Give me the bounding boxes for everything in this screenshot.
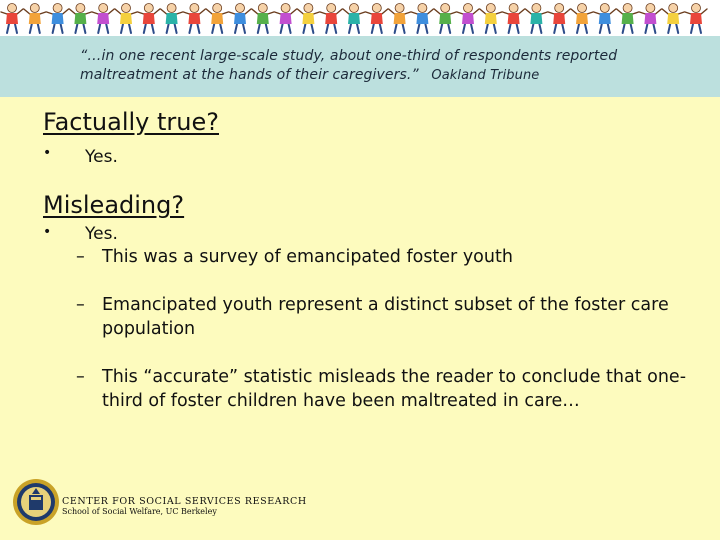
child-figure-icon [457,4,479,34]
child-figure-icon [47,4,69,34]
sub-point [76,293,696,341]
bullet-dot: • [43,145,52,161]
footer-org: CENTER FOR SOCIAL SERVICES RESEARCH [62,496,307,507]
child-figure-icon [115,4,137,34]
child-figure-icon [503,4,525,34]
sub-point [76,245,696,269]
child-figure-icon [343,4,365,34]
child-figure-icon [366,4,388,34]
child-figure-icon [594,4,616,34]
footer-school: School of Social Welfare, UC Berkeley [62,507,217,516]
quote-source: Oakland Tribune [431,68,540,83]
child-figure-icon [639,4,661,34]
child-figure-icon [685,4,707,34]
child-figure-icon [1,4,23,34]
heading-misleading: Misleading? [43,191,185,219]
dash-marker: – [76,367,85,387]
child-figure-icon [229,4,251,34]
child-figure-icon [138,4,160,34]
child-figure-icon [617,4,639,34]
child-figure-icon [275,4,297,34]
child-figure-icon [161,4,183,34]
heading-factually-true: Factually true? [43,108,219,136]
sub-point [76,365,696,413]
child-figure-icon [24,4,46,34]
child-figure-icon [525,4,547,34]
quote-text: “…in one recent large-scale study, about one-third of respondents reported maltreatment at the hands of their caregivers.” [80,48,618,83]
child-figure-icon [69,4,91,34]
child-figure-icon [480,4,502,34]
sub-point-text: Emancipated youth represent a distinct subset of the foster care population [102,295,669,339]
child-figure-icon [92,4,114,34]
bullet-dot: • [43,224,52,240]
child-figure-icon [252,4,274,34]
child-figure-icon [320,4,342,34]
bullet-answer-2: Yes. [85,224,118,244]
dash-marker: – [76,295,85,315]
child-figure-icon [571,4,593,34]
child-figure-icon [297,4,319,34]
university-seal-logo [12,478,60,526]
child-figure-icon [183,4,205,34]
child-figure-icon [662,4,684,34]
child-figure-icon [434,4,456,34]
child-figure-icon [206,4,228,34]
child-figure-icon [411,4,433,34]
children-banner [0,0,720,36]
bullet-answer-1: Yes. [85,147,118,167]
quote-band [0,36,720,97]
sub-point-text: This was a survey of emancipated foster youth [102,247,513,267]
sub-point-text: This “accurate” statistic misleads the reader to conclude that one-third of foster children have been maltreated in care… [102,367,687,411]
quote [80,47,700,85]
child-figure-icon [548,4,570,34]
dash-marker: – [76,247,85,267]
child-figure-icon [389,4,411,34]
